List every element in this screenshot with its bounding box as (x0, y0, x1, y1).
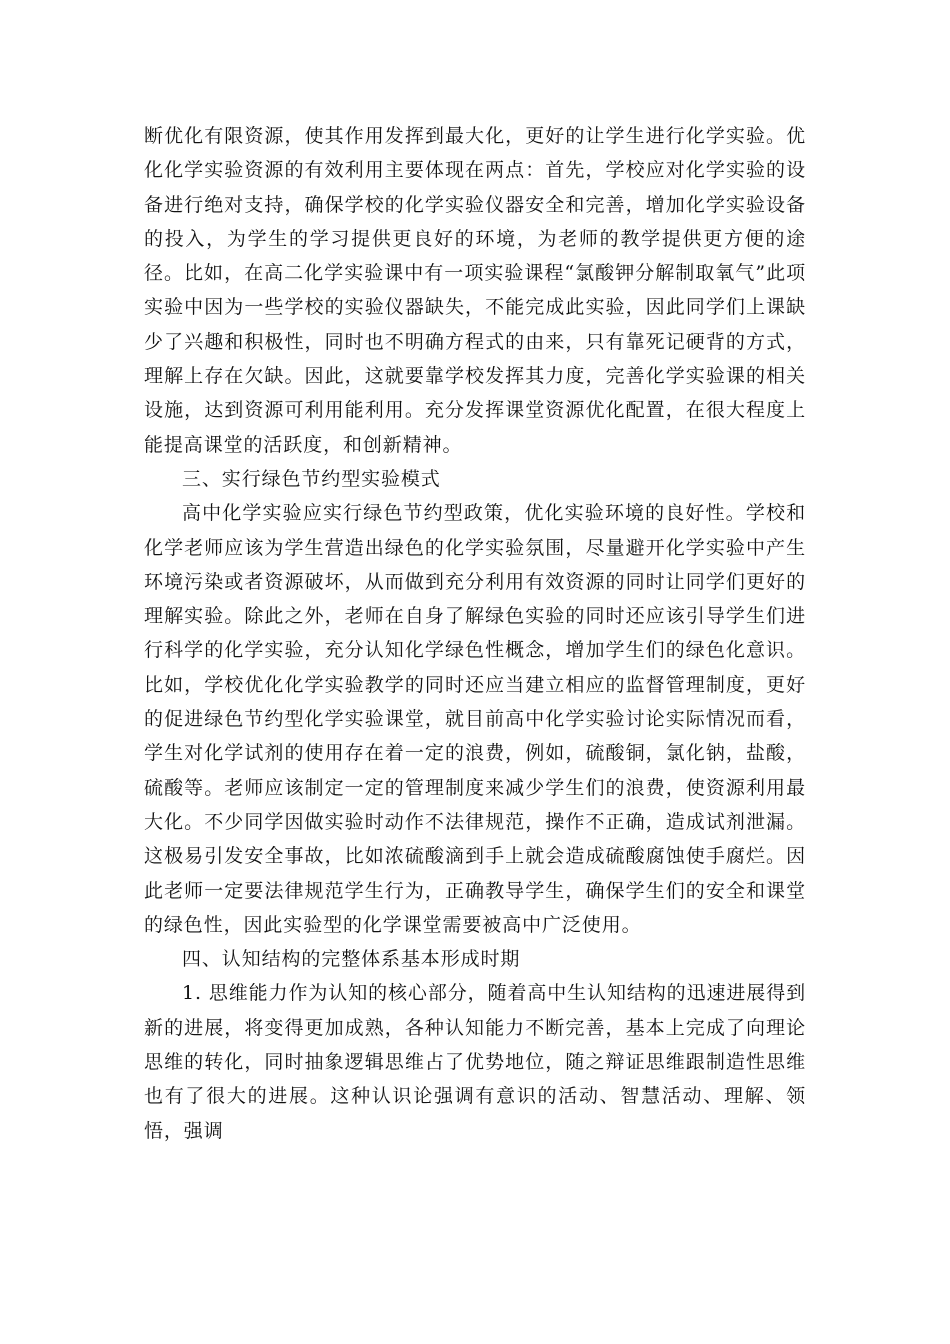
section-heading-green-experiment: 三、实行绿色节约型实验模式 (182, 467, 441, 490)
paragraph-green-experiment: 高中化学实验应实行绿色节约型政策，优化实验环境的良好性。学校和化学老师应该为学生营造出绿色的化学实验氛围，尽量避开化学实验中产生环境污染或者资源破坏，从而做到充分利用有效资源的同时让同学们更好的理解实验。除此之外，老师在自身了解绿色实验的同时还应该引导学生们进行科学的化学实验，充分认知化学绿色性概念，增加学生们的绿色化意识。比如，学校优化化学实验教学的同时还应当建立相应的监督管理制度，更好的促进绿色节约型化学实验课堂，就目前高中化学实验讨论实际情况而看，学生对化学试剂的使用存在着一定的浪费，例如，硫酸铜，氯化钠，盐酸，硫酸等。老师应该制定一定的管理制度来减少学生们的浪费，使资源利用最大化。不少同学因做实验时动作不法律规范，操作不正确，造成试剂泄漏。这极易引发安全事故，比如浓硫酸滴到手上就会造成硫酸腐蚀使手腐烂。因此老师一定要法律规范学生行为，正确教导学生，确保学生们的安全和课堂的绿色性，因此实验型的化学课堂需要被高中广泛使用。 (144, 502, 806, 936)
section-heading-cognitive-structure: 四、认知结构的完整体系基本形成时期 (182, 948, 521, 971)
paragraph-resource-optimization: 断优化有限资源，使其作用发挥到最大化，更好的让学生进行化学实验。优化化学实验资源的有效利用主要体现在两点：首先，学校应对化学实验的设备进行绝对支持，确保学校的化学实验仪器安全和完善，增加化学实验设备的投入，为学生的学习提供更良好的环境，为老师的教学提供更方便的途径。比如，在高二化学实验课中有一项实验课程“氯酸钾分解制取氧气”此项实验中因为一些学校的实验仪器缺失，不能完成此实验，因此同学们上课缺少了兴趣和积极性，同时也不明确方程式的由来，只有靠死记硬背的方式，理解上存在欠缺。因此，这就要靠学校发挥其力度，完善化学实验课的相关设施，达到资源可利用能利用。充分发挥课堂资源优化配置，在很大程度上能提高课堂的活跃度，和创新精神。 (144, 125, 806, 456)
paragraph-cognitive-structure: 1. 思维能力作为认知的核心部分，随着高中生认知结构的迅速进展得到新的进展，将变得更加成熟，各种认知能力不断完善，基本上完成了向理论思维的转化，同时抽象逻辑思维占了优势地位，随之辩证思维跟制造性思维也有了很大的进展。这种认识论强调有意识的活动、智慧活动、理解、领悟，强调 (144, 982, 806, 1142)
document-body (144, 119, 806, 1148)
